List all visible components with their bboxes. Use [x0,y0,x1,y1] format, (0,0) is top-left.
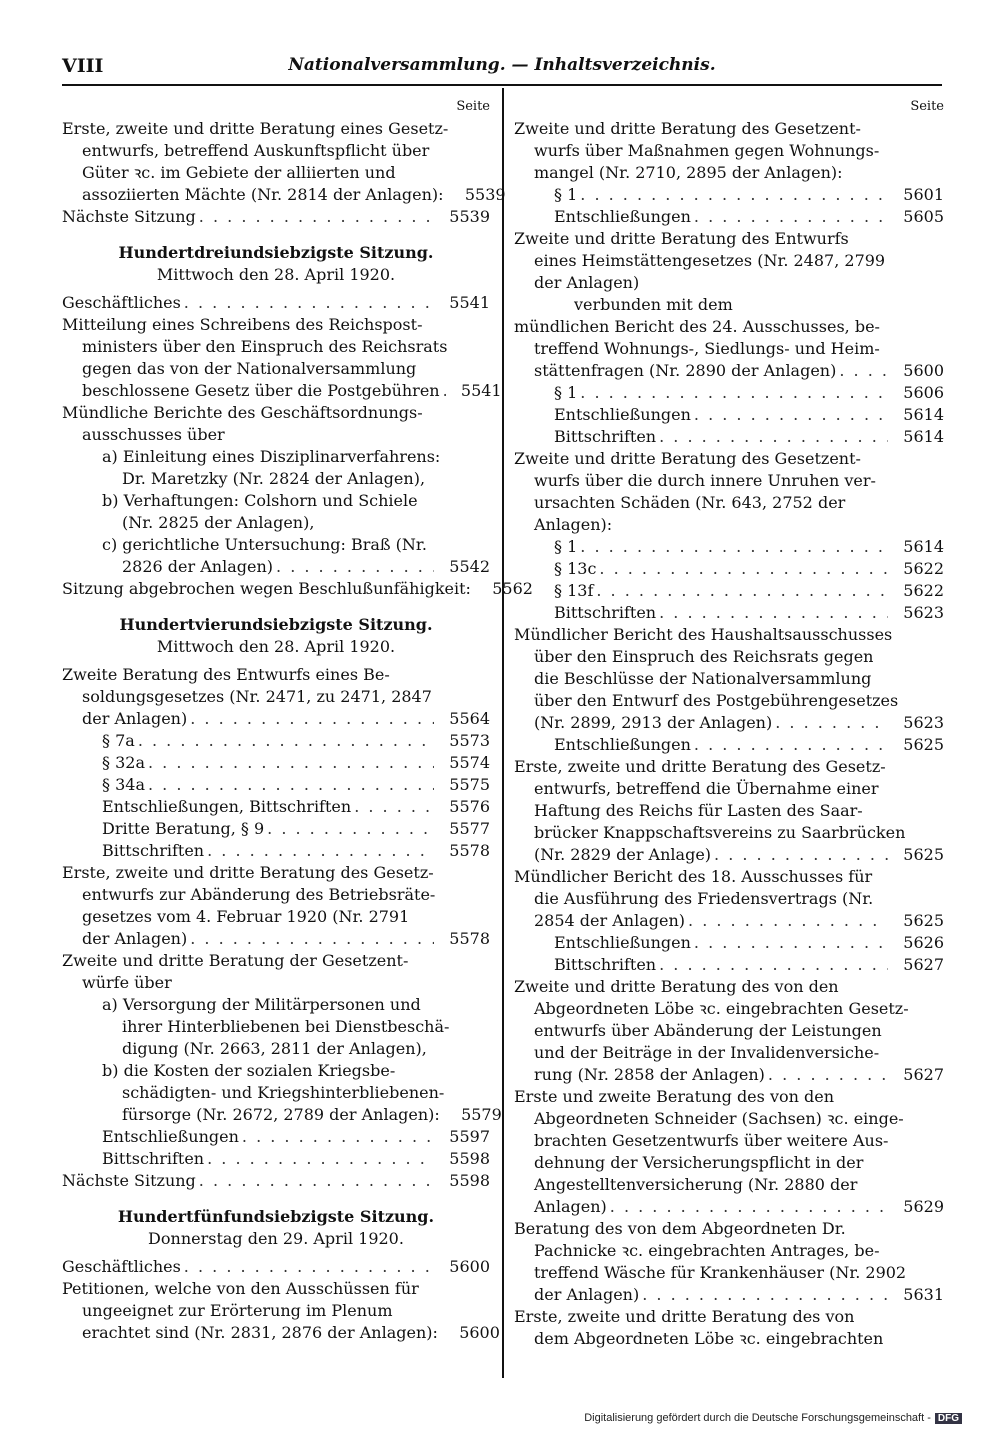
entry-text: c) gerichtliche Untersuchung: Braß (Nr. [102,535,427,554]
entry-text: brücker Knappschaftsvereins zu Saarbrücken [534,823,906,842]
toc-entry [62,206,490,228]
session-date: Mittwoch den 28. April 1920. [156,637,396,656]
toc-entry [514,228,944,448]
entry-text: § 1 [554,185,578,204]
page-number: VIII [62,55,104,77]
running-title: Nationalversammlung. — Inhaltsverzeichnis. [288,55,716,75]
toc-line [62,1322,500,1344]
dot-leader [204,840,434,862]
entry-text: Erste und zweite Beratung des von den [514,1087,835,1106]
dot-leader [577,184,888,206]
entry-text: Erste, zweite und dritte Beratung eines Gesetz- [62,119,449,138]
entry-text: Geschäftliches [62,1257,181,1276]
toc-line [62,796,490,818]
dfg-logo: DFG [935,1413,962,1424]
page-ref: 5629 [903,1197,944,1216]
toc-entry [514,1306,944,1350]
dot-leader [577,536,888,558]
entry-text: ministers über den Einspruch des Reichsrats [82,337,448,356]
dot-leader [239,1126,434,1148]
toc-line [62,708,490,730]
page-ref: 5576 [449,797,490,816]
page-ref: 5539 [464,185,506,204]
entry-text: der Anlagen) [534,1285,640,1304]
dot-leader [181,292,434,314]
entry-text: und der Beiträge in der Invalidenversiche- [534,1043,880,1062]
page-ref: 5614 [903,427,944,446]
dot-leader [656,954,888,976]
toc-line [514,206,944,228]
page-ref: 5600 [449,1257,490,1276]
page-ref: 5542 [449,557,490,576]
session-heading: Hundertvierundsiebzigste Sitzung. [119,615,433,634]
page-ref: 5622 [903,559,944,578]
entry-text: Abgeordneten Löbe ꝛc. eingebrachten Gesetz- [534,999,909,1018]
toc-entry [514,866,944,976]
toc-entry [62,1256,490,1278]
session-heading: Hundertdreiundsiebzigste Sitzung. [118,243,434,262]
toc-line [514,536,944,558]
page-ref: 5562 [492,579,533,598]
entry-text: fürsorge (Nr. 2672, 2789 der Anlagen): [122,1105,440,1124]
toc-line [514,184,944,206]
toc-entry [62,862,490,950]
entry-text: Mitteilung eines Schreibens des Reichspost- [62,315,423,334]
toc-line [514,712,944,734]
entry-text: erachtet sind (Nr. 2831, 2876 der Anlagen): [82,1323,438,1342]
entry-text: Anlagen) [534,1197,607,1216]
dot-leader [187,928,434,950]
entry-text: ungeeignet zur Erörterung im Plenum [82,1301,393,1320]
entry-text: digung (Nr. 2663, 2811 der Anlagen), [122,1039,427,1058]
dot-leader [135,730,434,752]
entry-text: (Nr. 2825 der Anlagen), [122,513,315,532]
page-ref: 5598 [449,1149,490,1168]
entry-text: verbunden mit dem [574,295,733,314]
right-column [514,96,944,1350]
toc-entry [62,402,490,578]
entry-text: Abgeordneten Schneider (Sachsen) ꝛc. einge- [534,1109,904,1128]
entry-text: 2826 der Anlagen) [122,557,274,576]
session-date: Donnerstag den 29. April 1920. [148,1229,404,1248]
entry-text: entwurfs über Abänderung der Leistungen [534,1021,882,1040]
entry-text: Erste, zweite und dritte Beratung des von [514,1307,855,1326]
page-ref: 5605 [903,207,944,226]
page-ref: 5579 [461,1105,502,1124]
session-date: Mittwoch den 28. April 1920. [156,265,396,284]
toc-entry [62,664,490,862]
toc-line [514,1064,944,1086]
entry-text: der Anlagen) [534,273,640,292]
page-ref: 5631 [903,1285,944,1304]
toc-line [62,774,490,796]
entry-text: ursachten Schäden (Nr. 643, 2752 der [534,493,846,512]
entry-text: Entschließungen [102,1127,239,1146]
toc-line [62,556,490,578]
entry-text: Zweite und dritte Beratung der Gesetzent- [62,951,409,970]
entry-text: brachten Gesetzentwurfs über weitere Aus- [534,1131,889,1150]
toc-line [514,734,944,756]
entry-text: Mündlicher Bericht des Haushaltsausschusses [514,625,893,644]
page-ref: 5600 [903,361,944,380]
entry-text: Petitionen, welche von den Ausschüssen für [62,1279,419,1298]
entry-text: Güter ꝛc. im Gebiete der alliierten und [82,163,396,182]
dot-leader [691,932,888,954]
page-ref: 5541 [449,293,490,312]
entry-text: § 13c [554,559,597,578]
toc-line [514,404,944,426]
entry-text: ihrer Hinterbliebenen bei Dienstbeschä- [122,1017,450,1036]
entry-text: Zweite und dritte Beratung des Gesetzent- [514,449,861,468]
entry-text: Bittschriften [554,427,657,446]
toc-line [514,558,944,580]
seite-label: Seite [910,99,944,114]
entry-text: (Nr. 2899, 2913 der Anlagen) [534,713,773,732]
entry-text: der Anlagen) [82,929,188,948]
toc-line [514,910,944,932]
toc-line [514,1284,944,1306]
entry-text: b) Verhaftungen: Colshorn und Schiele [102,491,418,510]
toc-entry [514,976,944,1086]
page-ref: 5600 [459,1323,500,1342]
page-ref: 5623 [903,713,944,732]
entry-text: (Nr. 2829 der Anlage) [534,845,712,864]
toc-line [62,730,490,752]
entry-text: dem Abgeordneten Löbe ꝛc. eingebrachten [534,1329,884,1348]
dot-leader [273,556,434,578]
toc-entry [62,1170,490,1192]
page-ref: 5622 [903,581,944,600]
entry-text: a) Einleitung eines Disziplinarverfahrens: [102,447,441,466]
page-ref: 5575 [449,775,490,794]
page-ref: 5578 [449,841,490,860]
entry-text: über den Entwurf des Postgebührengesetzes [534,691,899,710]
entry-text: Bittschriften [102,1149,205,1168]
entry-text: stättenfragen (Nr. 2890 der Anlagen) [534,361,837,380]
entry-text: schädigten- und Kriegshinterbliebenen- [122,1083,445,1102]
dot-leader [607,1196,888,1218]
dot-leader [765,1064,888,1086]
footer-text: Digitalisierung gefördert durch die Deutsche Forschungsgemeinschaft - [584,1412,931,1424]
page-ref: 5623 [903,603,944,622]
entry-text: Haftung des Reichs für Lasten des Saar- [534,801,863,820]
entry-text: wurfs über Maßnahmen gegen Wohnungs- [534,141,880,160]
entry-text: eines Heimstättengesetzes (Nr. 2487, 2799 [534,251,886,270]
toc-line [62,928,490,950]
entry-text: Dritte Beratung, § 9 [102,819,265,838]
entry-text: mündlichen Bericht des 24. Ausschusses, be- [514,317,880,336]
toc-line [62,1256,490,1278]
entry-text: über den Einspruch des Reichsrats gegen [534,647,874,666]
entry-text: Geschäftliches [62,293,181,312]
toc-line [62,1104,502,1126]
page-ref: 5627 [903,955,944,974]
dot-leader [181,1256,434,1278]
entry-text: Pachnicke ꝛc. eingebrachten Antrages, be- [534,1241,880,1260]
entry-text: § 13f [554,581,594,600]
toc-line [514,580,944,602]
entry-text: treffend Wäsche für Krankenhäuser (Nr. 2902 [534,1263,907,1282]
entry-text: b) die Kosten der sozialen Kriegsbe- [102,1061,396,1080]
entry-text: würfe über [82,973,172,992]
toc-entry [514,756,944,866]
dot-leader [691,206,888,228]
entry-text: beschlossene Gesetz über die Postgebühren [82,381,440,400]
dot-leader [145,774,434,796]
entry-text: rung (Nr. 2858 der Anlagen) [534,1065,765,1084]
entry-text: Entschließungen [554,207,691,226]
toc-line [514,602,944,624]
page-ref: 5601 [903,185,944,204]
entry-text: § 1 [554,383,578,402]
dot-leader [204,1148,434,1170]
entry-text: mangel (Nr. 2710, 2895 der Anlagen): [534,163,843,182]
toc-line [62,1126,490,1148]
entry-text: Bittschriften [102,841,205,860]
page-header [62,55,942,83]
dot-leader [691,404,888,426]
toc-entry [514,118,944,228]
dot-leader [596,558,888,580]
entry-text: entwurfs, betreffend die Übernahme einer [534,779,879,798]
entry-text: Entschließungen [554,405,691,424]
page-ref: 5573 [449,731,490,750]
toc-line [514,932,944,954]
page-ref: 5625 [903,911,944,930]
toc-entry [62,950,502,1170]
dot-leader [656,602,888,624]
seite-label: Seite [456,99,490,114]
dot-leader [577,382,888,404]
entry-text: entwurfs zur Abänderung des Betriebsräte- [82,885,436,904]
dot-leader [264,818,434,840]
page-ref: 5539 [449,207,490,226]
entry-text: Nächste Sitzung [62,207,196,226]
entry-text: assoziierten Mächte (Nr. 2814 der Anlagen): [82,185,444,204]
entry-text: § 7a [102,731,135,750]
toc-line [514,844,944,866]
entry-text: Erste, zweite und dritte Beratung des Gesetz- [62,863,434,882]
entry-text: Mündlicher Bericht des 18. Ausschusses für [514,867,873,886]
entry-text: a) Versorgung der Militärpersonen und [102,995,421,1014]
entry-text: gegen das von der Nationalversammlung [82,359,417,378]
entry-text: Entschließungen, Bittschriften [102,797,352,816]
entry-text: ausschusses über [82,425,225,444]
entry-text: Nächste Sitzung [62,1171,196,1190]
toc-line [514,954,944,976]
dot-leader [145,752,434,774]
entry-text: § 32a [102,753,145,772]
toc-line [62,818,490,840]
entry-text: wurfs über die durch innere Unruhen ver- [534,471,876,490]
entry-text: Dr. Maretzky (Nr. 2824 der Anlagen), [122,469,426,488]
toc-line [514,360,944,382]
dot-leader [691,734,888,756]
entry-text: Entschließungen [554,735,691,754]
toc-entry [62,578,533,600]
entry-text: Angestelltenversicherung (Nr. 2880 der [534,1175,858,1194]
entry-text: Entschließungen [554,933,691,952]
page-ref: 5577 [449,819,490,838]
entry-text: Zweite und dritte Beratung des Gesetzent- [514,119,861,138]
entry-text: § 1 [554,537,578,556]
entry-text: dehnung der Versicherungspflicht in der [534,1153,864,1172]
dot-leader [593,580,888,602]
dot-leader [639,1284,888,1306]
page-ref: 5578 [449,929,490,948]
footer-credit [584,1412,962,1424]
dot-leader [685,910,888,932]
toc-entry [62,314,502,402]
entry-text: Anlagen): [534,515,613,534]
toc-line [62,1170,490,1192]
page-ref: 5574 [449,753,490,772]
dot-leader [196,1170,434,1192]
toc-entry [62,292,490,314]
page-ref: 5541 [460,381,502,400]
toc-entry [514,624,944,756]
toc-line [62,840,490,862]
entry-text: Bittschriften [554,603,657,622]
toc-entry [514,1218,944,1306]
entry-text: die Beschlüsse der Nationalversammlung [534,669,872,688]
entry-text: soldungsgesetzes (Nr. 2471, zu 2471, 2847 [82,687,432,706]
dot-leader [772,712,888,734]
dot-leader [656,426,888,448]
toc-line [62,206,490,228]
entry-text: Bittschriften [554,955,657,974]
column-divider [502,88,504,1378]
entry-text: entwurfs, betreffend Auskunftspflicht über [82,141,430,160]
page-ref: 5626 [903,933,944,952]
toc-entry [514,1086,944,1218]
page-ref: 5614 [903,405,944,424]
left-column [62,96,533,1344]
entry-text: Zweite und dritte Beratung des Entwurfs [514,229,849,248]
entry-text: Erste, zweite und dritte Beratung des Gesetz- [514,757,886,776]
entry-text: die Ausführung des Friedensvertrags (Nr. [534,889,874,908]
toc-line [62,292,490,314]
page-ref: 5597 [449,1127,490,1146]
toc-entry [514,448,944,624]
right-column-entries [514,118,944,1350]
page-ref: 5614 [903,537,944,556]
toc-line [62,752,490,774]
toc-entry [62,118,506,206]
page-ref: 5606 [903,383,944,402]
entry-text: Zweite und dritte Beratung des von den [514,977,839,996]
dot-leader [196,206,434,228]
dot-leader [351,796,434,818]
header-rule [62,84,942,86]
page-ref: 5625 [903,845,944,864]
toc-line [62,184,506,206]
toc-line [62,1148,490,1170]
toc-line [62,380,502,402]
entry-text: gesetzes vom 4. Februar 1920 (Nr. 2791 [82,907,410,926]
entry-text: 2854 der Anlagen) [534,911,686,930]
page-ref: 5625 [903,735,944,754]
page-ref: 5627 [903,1065,944,1084]
page-ref: 5598 [449,1171,490,1190]
toc-line [514,382,944,404]
toc-line [62,578,533,600]
dot-leader [836,360,888,382]
dot-leader [187,708,434,730]
page-ref: 5564 [449,709,490,728]
entry-text: § 34a [102,775,145,794]
entry-text: Mündliche Berichte des Geschäftsordnungs- [62,403,423,422]
entry-text: Beratung des von dem Abgeordneten Dr. [514,1219,846,1238]
entry-text: der Anlagen) [82,709,188,728]
entry-text: Sitzung abgebrochen wegen Beschlußunfähigkeit: [62,579,471,598]
entry-text: treffend Wohnungs-, Siedlungs- und Heim- [534,339,880,358]
entry-text: Zweite Beratung des Entwurfs eines Be- [62,665,390,684]
toc-entry [62,1278,500,1344]
toc-line [514,1196,944,1218]
left-column-entries [62,118,533,1344]
dot-leader [711,844,888,866]
toc-line [514,426,944,448]
session-heading: Hundertfünfundsiebzigste Sitzung. [117,1207,435,1226]
